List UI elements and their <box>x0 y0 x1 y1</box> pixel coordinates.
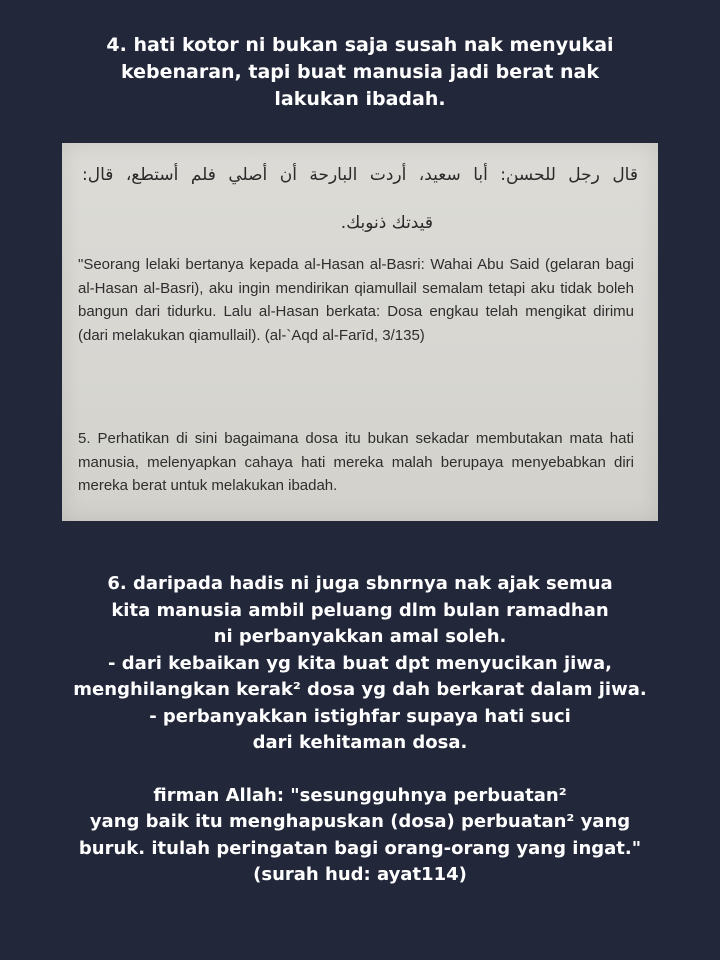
arabic-text-line: قال رجل للحسن: أبا سعيد، أردت البارحة أن أصلي فلم أستطع، قال: <box>82 165 638 185</box>
point-five-paragraph: 5. Perhatikan di sini bagaimana dosa itu bukan sekadar membutakan mata hati manusia, melenyapkan cahaya hati mereka malah berupaya menyebabkan diri mereka berat untuk melakukan ibadah. <box>78 430 634 494</box>
book-page-photo <box>62 143 658 521</box>
bottom-caption <box>30 571 690 889</box>
caption-line: 4. hati kotor ni bukan saja susah nak menyukai <box>106 34 614 56</box>
caption-line: firman Allah: "sesungguhnya perbuatan² <box>153 784 567 806</box>
top-caption <box>60 32 660 113</box>
caption-line: - perbanyakkan istighfar supaya hati suci <box>149 705 571 727</box>
caption-line: kebenaran, tapi buat manusia jadi berat nak <box>120 61 600 83</box>
caption-line: buruk. itulah peringatan bagi orang-orang yang ingat." <box>78 837 642 859</box>
caption-spacer <box>30 757 690 783</box>
arabic-text-line: قيدتك ذنوبك. <box>340 213 433 233</box>
caption-line: yang baik itu menghapuskan (dosa) perbuatan² yang <box>89 811 631 832</box>
caption-line: 6. daripada hadis ni juga sbnrnya nak ajak semua <box>107 573 613 594</box>
caption-line: ni perbanyakkan amal soleh. <box>213 626 507 647</box>
caption-line: menghilangkan kerak² dosa yg dah berkarat dalam jiwa. <box>73 679 647 700</box>
caption-line: kita manusia ambil peluang dlm bulan ramadhan <box>111 599 609 621</box>
translation-paragraph: "Seorang lelaki bertanya kepada al-Hasan al-Basri: Wahai Abu Said (gelaran bagi al-Hasan al-Basri), aku ingin mendirikan qiamullail semalam tetapi aku tidak boleh bangun dari tidurku. Lalu al-Hasan berkata: Dosa engkau telah mengikat dirimu (dari melakukan qiamullail). (al-`Aqd al-Farīd, 3/135) <box>78 256 634 344</box>
caption-line: - dari kebaikan yg kita buat dpt menyucikan jiwa, <box>108 652 612 674</box>
caption-line: lakukan ibadah. <box>274 88 446 110</box>
caption-line: dari kehitaman dosa. <box>252 732 468 753</box>
caption-line: (surah hud: ayat114) <box>253 864 467 885</box>
